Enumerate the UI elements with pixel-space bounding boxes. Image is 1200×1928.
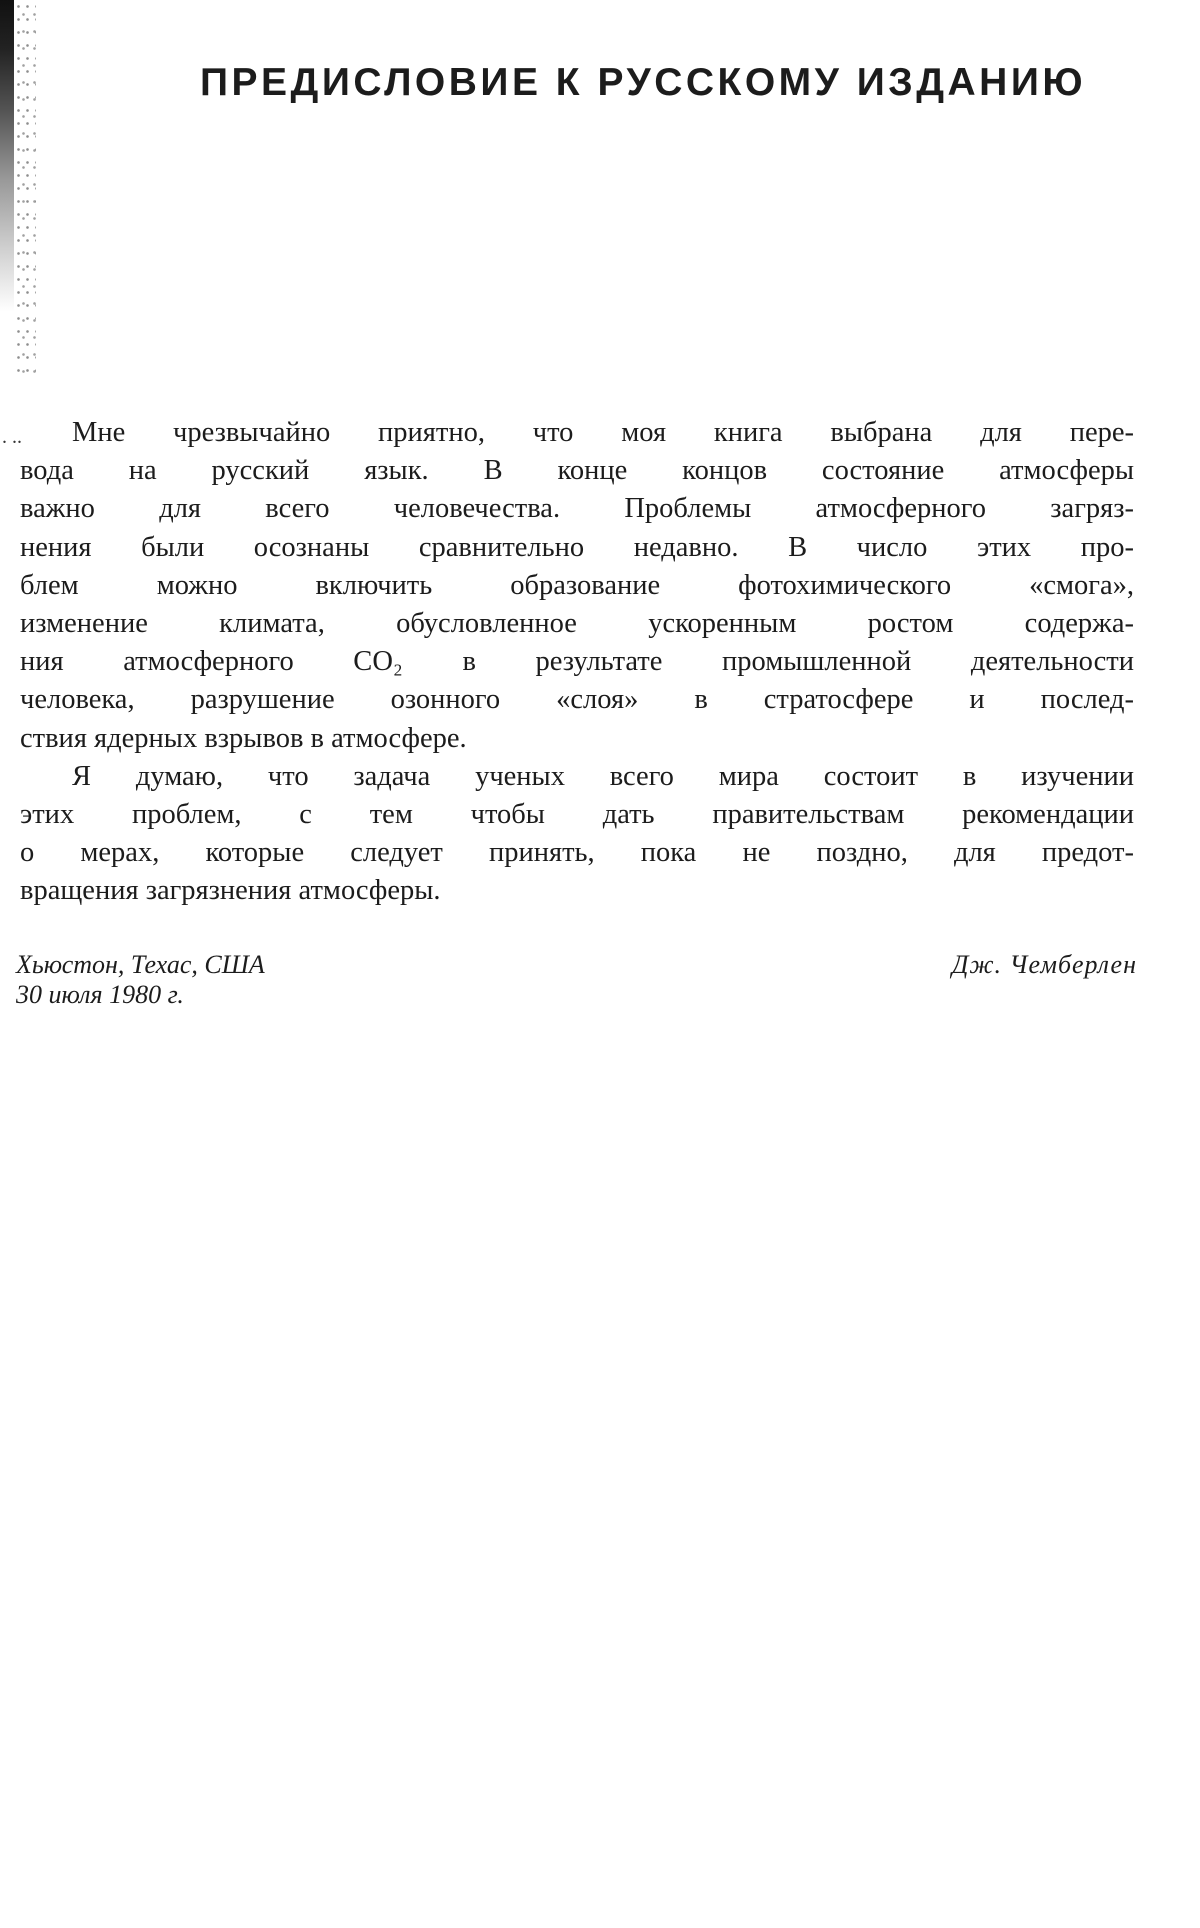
body-text xyxy=(20,414,1134,910)
text-line: ния атмосферного CO₂ в результате промышленной деятельности xyxy=(20,646,1134,678)
text-line: блем можно включить образование фотохимического «смога», xyxy=(20,569,1134,601)
date: 30 июля 1980 г. xyxy=(16,980,184,1009)
scan-specks xyxy=(14,0,36,380)
text-line: нения были осознаны сравнительно недавно. В число этих про- xyxy=(20,531,1134,563)
paragraph-1 xyxy=(20,414,1134,758)
margin-marks: . .. xyxy=(2,426,22,448)
author-signature: Дж. Чемберлен xyxy=(951,950,1137,979)
text-line: о мерах, которые следует принять, пока не поздно, для предот- xyxy=(20,837,1134,869)
text-line: Я думаю, что задача ученых всего мира состоит в изучении xyxy=(72,760,1134,792)
text-line: человека, разрушение озонного «слоя» в стратосфере и послед- xyxy=(20,684,1134,716)
scan-edge-shadow xyxy=(0,0,14,400)
text-line: изменение климата, обусловленное ускоренным ростом содержа- xyxy=(20,607,1134,639)
text-line: Мне чрезвычайно приятно, что моя книга выбрана для пере- xyxy=(72,417,1134,448)
place: Хьюстон, Техас, США xyxy=(16,950,265,979)
text-line: этих проблем, с тем чтобы дать правительствам рекомендации xyxy=(20,798,1134,830)
place-and-date xyxy=(16,950,265,1010)
text-line: важно для всего человечества. Проблемы атмосферного загряз- xyxy=(20,493,1134,525)
text-line: вода на русский язык. В конце концов состояние атмосферы xyxy=(20,455,1134,487)
page-title: ПРЕДИСЛОВИЕ К РУССКОМУ ИЗДАНИЮ xyxy=(200,61,1087,104)
text-line: ствия ядерных взрывов в атмосфере. xyxy=(20,722,467,754)
text-line: вращения загрязнения атмосферы. xyxy=(20,875,441,907)
paragraph-2 xyxy=(20,758,1134,911)
